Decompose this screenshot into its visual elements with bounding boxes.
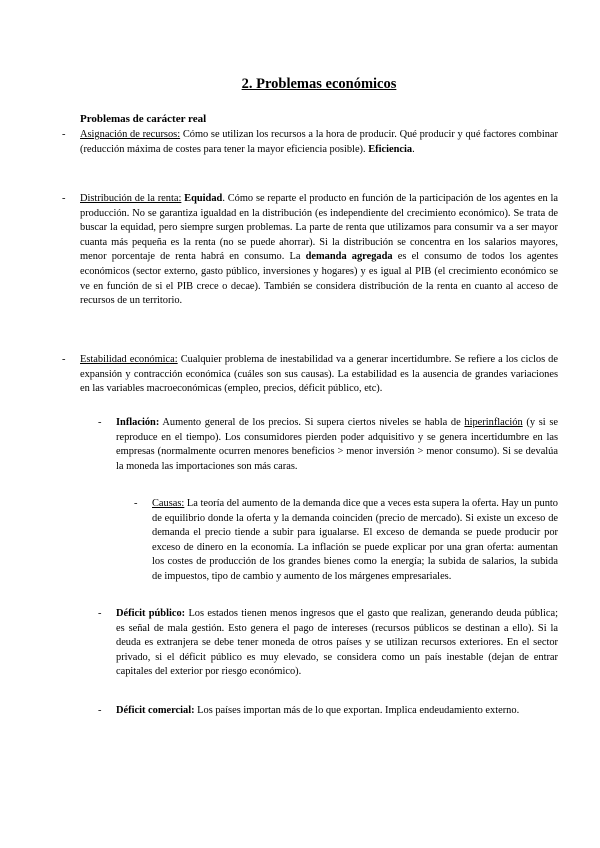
term-inflacion: Inflación: [116, 417, 160, 428]
text-asignacion: Cómo se utilizan los recursos a la hora de producir. Qué producir y qué factores combinar (reducción máxima de costes para tener la mayor eficiencia posible). [80, 129, 559, 155]
term-deficit-comercial: Déficit comercial: [116, 705, 195, 716]
text-causas: La teoría del aumento de la demanda dice que a veces esta supera la oferta. Hay un punto de equilibrio donde la oferta y la demanda coinciden (precio de mercado). Si existe un exceso de demanda el precio tiende a subir para igualarse. El exceso de demanda se puede producir por exceso de dinero en la economía. La inflación se puede explicar por una gran oferta: aumentan los costes de producción de los grandes bienes como la energía; la subida de salarios, la subida de impuestos, tipo de cambio y aumento de los márgenes empresariales. [152, 498, 558, 582]
item-deficit-comercial [98, 704, 558, 719]
bold-eficiencia: Eficiencia [368, 143, 413, 155]
page-title: 2. Problemas económicos [241, 76, 397, 92]
term-distribucion: Distribución de la renta: [80, 193, 182, 204]
item-asignacion [62, 128, 559, 157]
text-inflacion-1: Aumento general de los precios. Si supera ciertos niveles se habla de [159, 417, 465, 428]
text-distribucion-2: es el consumo de todos los agentes económicos (sector externo, gasto público, inversiones y hogares) y es igual al PIB (el crecimiento económico se ve en función de si el PIB crece o decae). También se considera distribución de la renta en cuanto al acceso de recursos de un territorio. [80, 251, 559, 307]
bullet-dash: - [62, 354, 66, 365]
term-asignacion: Asignación de recursos: [80, 129, 181, 140]
item-estabilidad [62, 353, 558, 397]
bullet-dash: - [62, 129, 66, 140]
bullet-dash: - [98, 705, 102, 716]
text-deficit-comercial: Los países importan más de lo que exportan. Implica endeudamiento externo. [194, 705, 520, 716]
term-estabilidad: Estabilidad económica: [80, 354, 178, 365]
text-deficit-publico: Los estados tienen menos ingresos que el gasto que realizan, generando deuda pública; es señal de mala gestión. Esto genera el pago de intereses (recursos públicos se destinan a ello). Si la deuda es extranjera se debe tener moneda de otros países y se utilizan recursos exteriores. En el sector privado, si el déficit público es muy elevado, se considera como un país inestable (dejan de entrar capitales del exterior por riesgo económico). [116, 608, 558, 678]
item-distribucion [62, 192, 559, 309]
period: . [412, 143, 415, 155]
item-causas [134, 497, 558, 585]
bullet-dash: - [62, 193, 66, 204]
under-hiperinflacion: hiperinflación [464, 417, 523, 428]
term-causas: Causas: [152, 498, 185, 509]
bold-demanda-agregada: demanda agregada [305, 251, 393, 263]
item-inflacion [98, 416, 558, 474]
bullet-dash: - [98, 417, 102, 428]
bullet-dash: - [98, 608, 102, 619]
item-deficit-publico [98, 607, 558, 680]
bullet-dash: - [134, 498, 138, 509]
text-distribucion-1: . Cómo se reparte el producto en función de la participación de los agentes en la producción. No se garantiza igualdad en la distribución (es independiente del crecimiento económico). Se trata de buscar la equidad, pero siempre surgen problemas. La parte de renta que utilizamos para consumir va a ser mayor cuanta más pequeña es la renta (no se puede ahorrar). Si la distribución se concentra en los salarios mayores, menor porcentaje de renta habrá en consumo. La [80, 193, 558, 263]
text-inflacion-2: (y si se reproduce en el tiempo). Los consumidores pierden poder adquisitivo y se genera incertidumbre en las empresas (normalmente ocurren menores beneficios > menor inversión > menor consumo). Si se devalúa la moneda las importaciones son más caras. [116, 417, 558, 472]
term-deficit-publico: Déficit público: [116, 608, 186, 619]
section-subtitle: Problemas de carácter real [80, 113, 207, 125]
bold-equidad: Equidad [181, 193, 223, 204]
text-estabilidad: Cualquier problema de inestabilidad va a generar incertidumbre. Se refiere a los ciclos de expansión y contracción económica (cuáles son sus causas). La estabilidad es la ausencia de grandes variaciones en las variables macroeconómicas (empleo, precios, déficit público, etc). [80, 354, 558, 395]
